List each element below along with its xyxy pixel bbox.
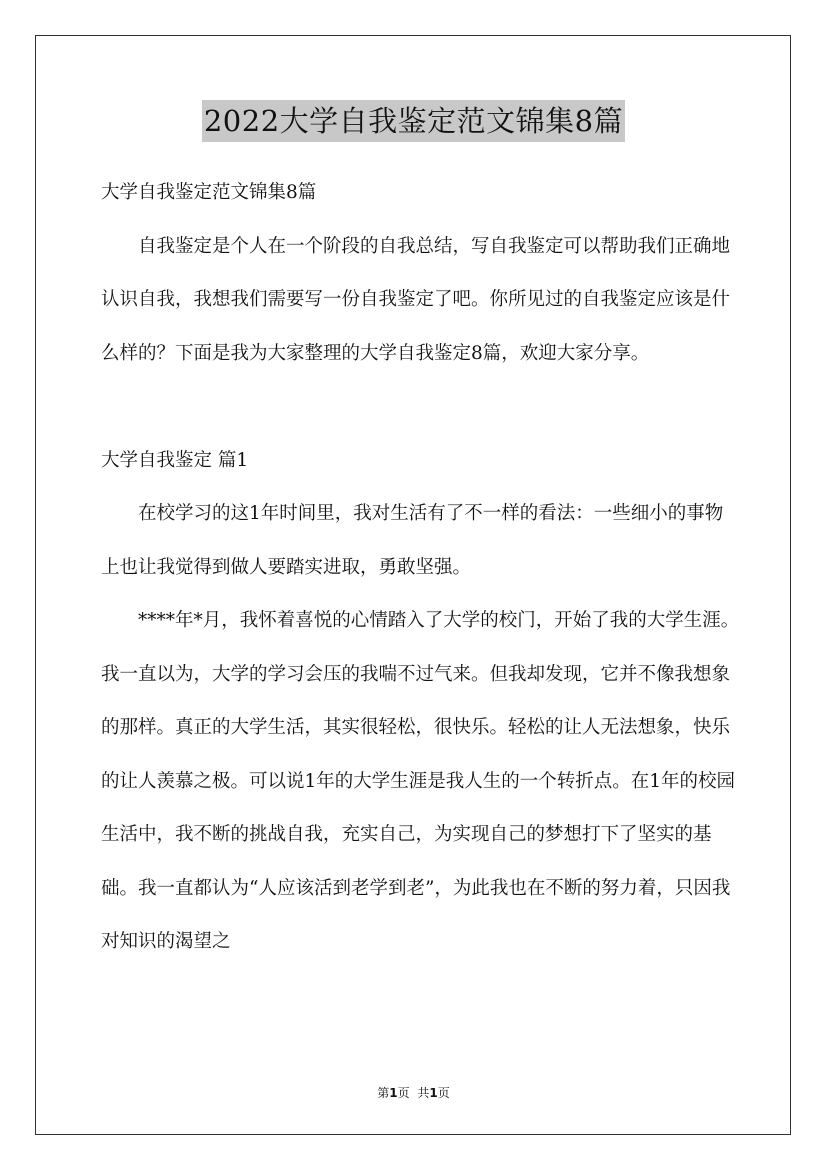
page-prefix: 第 bbox=[377, 1086, 390, 1100]
document-subtitle: 大学自我鉴定范文锦集8篇 bbox=[101, 182, 317, 203]
page-number: 1 bbox=[389, 1086, 398, 1100]
total-pages: 1 bbox=[429, 1086, 438, 1100]
total-suffix: 页 bbox=[437, 1086, 450, 1100]
total-prefix: 共 bbox=[417, 1086, 430, 1100]
section-spacer bbox=[101, 380, 741, 434]
document-title: 2022大学自我鉴定范文锦集8篇 bbox=[202, 100, 625, 142]
page-footer bbox=[0, 1084, 827, 1101]
title-wrap bbox=[0, 100, 827, 142]
section-heading: 大学自我鉴定 篇1 bbox=[101, 449, 249, 471]
document-body bbox=[101, 166, 741, 969]
body-paragraph-1: 在校学习的这1年时间里，我对生活有了不一样的看法：一些细小的事物上也让我觉得到做人要踏实进取，勇敢坚强。 bbox=[101, 503, 724, 578]
body-paragraph-2: ****年*月，我怀着喜悦的心情踏入了大学的校门，开始了我的大学生涯。我一直以为，大学的学习会压的我喘不过气来。但我却发现，它并不像我想象的那样。真正的大学生活，其实很轻松，很快乐。轻松的让人无法想象，快乐的让人羡慕之极。可以说1年的大学生涯是我人生的一个转折点。在1年的校园生活中，我不断的挑战自我，充实自己，为实现自己的梦想打下了坚实的基础。我一直都认为“人应该活到老学到老”，为此我也在不断的努力着，只因我对知识的渴望之 bbox=[101, 610, 740, 952]
intro-paragraph: 自我鉴定是个人在一个阶段的自我总结，写自我鉴定可以帮助我们正确地认识自我，我想我们需要写一份自我鉴定了吧。你所见过的自我鉴定应该是什么样的？下面是我为大家整理的大学自我鉴定8篇，欢迎大家分享。 bbox=[101, 235, 731, 364]
page-suffix: 页 bbox=[397, 1086, 410, 1100]
